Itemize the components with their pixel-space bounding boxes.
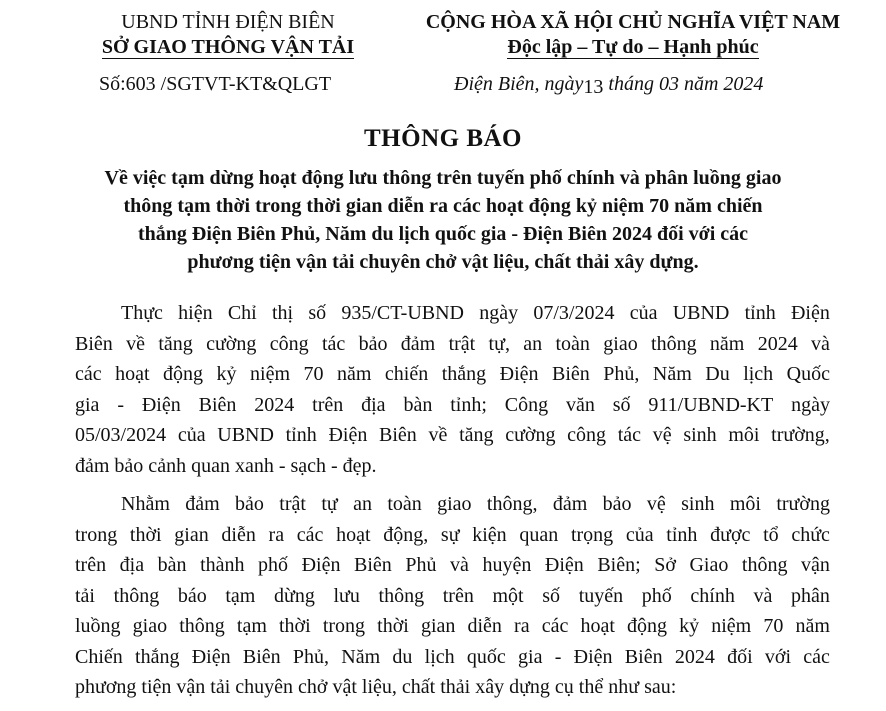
- body-line: đảm bảo cảnh quan xanh - sạch - đẹp.: [75, 454, 377, 477]
- body-line: Chiến thắng Điện Biên Phủ, Năm du lịch quốc gia - Điện Biên 2024 đối với các: [75, 645, 830, 668]
- body-paragraph: [75, 298, 830, 481]
- document-body: [75, 298, 830, 711]
- nation-name: CỘNG HÒA XÃ HỘI CHỦ NGHĨA VIỆT NAM: [425, 11, 841, 33]
- notice-title: THÔNG BÁO: [364, 125, 522, 152]
- body-line: gia - Điện Biên 2024 trên địa bàn tỉnh; Công văn số 911/UBND-KT ngày: [75, 393, 830, 416]
- document-date: [454, 72, 763, 97]
- body-line: phương tiện vận tải chuyên chở vật liệu, chất thải xây dựng cụ thể như sau:: [75, 676, 677, 698]
- body-line: các hoạt động kỷ niệm 70 năm chiến thắng Điện Biên Phủ, Năm Du lịch Quốc: [75, 363, 830, 385]
- body-line: trên địa bàn thành phố Điện Biên Phủ và huyện Điện Biên; Sở Giao thông vận: [75, 554, 830, 576]
- body-line: Thực hiện Chỉ thị số 935/CT-UBND ngày 07/3/2024 của UBND tỉnh Điện: [121, 302, 830, 324]
- notice-subject: [60, 164, 826, 276]
- date-prefix: Điện Biên, ngày: [454, 73, 584, 95]
- date-suffix: tháng 03 năm 2024: [603, 73, 764, 95]
- subject-line: phương tiện vận tải chuyên chở vật liệu, chất thải xây dựng.: [187, 251, 699, 273]
- agency-header: [78, 10, 378, 60]
- national-motto: Độc lập – Tự do – Hạnh phúc: [507, 36, 759, 58]
- body-line: Biên về tăng cường công tác bảo đảm trật tự, an toàn giao thông năm 2024 và: [75, 332, 830, 355]
- body-line: luồng giao thông tạm thời trong thời gian diễn ra các hoạt động kỷ niệm 70 năm: [75, 615, 830, 637]
- date-day: 13: [583, 76, 604, 98]
- national-header: [388, 10, 878, 60]
- agency-name: SỞ GIAO THÔNG VẬN TẢI: [101, 36, 355, 58]
- subject-line: Về việc tạm dừng hoạt động lưu thông trên tuyến phố chính và phân luồng giao: [104, 167, 782, 189]
- body-line: tải thông báo tạm dừng lưu thông trên một số tuyến phố chính và phân: [75, 584, 830, 607]
- agency-parent: UBND TỈNH ĐIỆN BIÊN: [121, 11, 335, 33]
- body-line: Nhằm đảm bảo trật tự an toàn giao thông, đảm bảo vệ sinh môi trường: [121, 493, 830, 515]
- subject-line: thông tạm thời trong thời gian diễn ra các hoạt động kỷ niệm 70 năm chiến: [123, 195, 763, 217]
- document-number: Số:603 /SGTVT-KT&QLGT: [99, 73, 332, 95]
- subject-line: thắng Điện Biên Phủ, Năm du lịch quốc gia - Điện Biên 2024 đối với các: [137, 223, 749, 245]
- body-line: 05/03/2024 của UBND tỉnh Điện Biên về tăng cường công tác vệ sinh môi trường,: [75, 424, 830, 446]
- body-line: trong thời gian diễn ra các hoạt động, sự kiện quan trọng của tỉnh được tổ chức: [75, 523, 830, 546]
- body-paragraph: [75, 489, 830, 703]
